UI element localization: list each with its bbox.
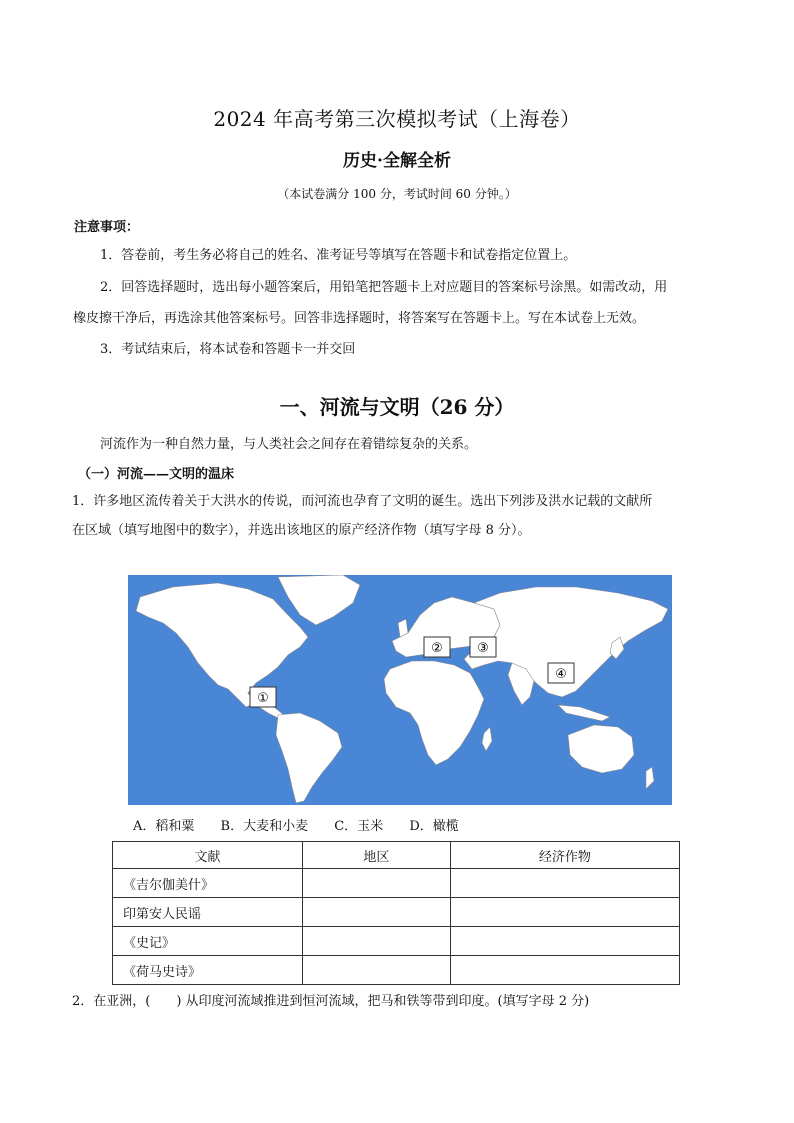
- score-note: （本试卷满分 100 分，考试时间 60 分钟。）: [277, 187, 517, 201]
- notice-item-1: 1．答卷前，考生务必将自己的姓名、准考证号等填写在答题卡和试卷指定位置上。: [100, 248, 577, 263]
- map-marker-3-label: ③: [477, 641, 489, 656]
- answer-cell-region[interactable]: [303, 898, 451, 927]
- answer-table: [112, 841, 680, 985]
- question-1-line1: 1．许多地区流传着关于大洪水的传说，而河流也孕育了文明的诞生。选出下列涉及洪水记载的文献所: [72, 494, 653, 509]
- answer-cell-crop[interactable]: [450, 869, 679, 898]
- table-row: [113, 898, 680, 927]
- map-marker-2: [424, 637, 450, 657]
- row-literature: 《荷马史诗》: [113, 956, 303, 985]
- table-row: [113, 956, 680, 985]
- table-row: [113, 869, 680, 898]
- option-d: D．橄榄: [409, 819, 459, 834]
- answer-cell-region[interactable]: [303, 927, 451, 956]
- answer-cell-crop[interactable]: [450, 956, 679, 985]
- question-1-line2: 在区域（填写地图中的数字），并选出该地区的原产经济作物（填写字母 8 分）。: [72, 523, 531, 538]
- answer-cell-region[interactable]: [303, 869, 451, 898]
- notice-item-3: 3．考试结束后，将本试卷和答题卡一并交回: [100, 342, 356, 357]
- header-region: 地区: [303, 842, 451, 869]
- map-marker-1-label: ①: [257, 691, 269, 706]
- notice-item-2-line2: 橡皮擦干净后，再选涂其他答案标号。回答非选择题时，将答案写在答题卡上。写在本试卷上无效。: [73, 311, 646, 326]
- section-intro: 河流作为一种自然力量，与人类社会之间存在着错综复杂的关系。: [100, 437, 478, 452]
- notice-heading: 注意事项：: [74, 220, 140, 235]
- subsection-heading: （一）河流——文明的温床: [78, 467, 235, 482]
- option-c: C．玉米: [334, 819, 384, 834]
- world-map: [128, 575, 672, 805]
- row-literature: 《史记》: [113, 927, 303, 956]
- question-2: 2．在亚洲，( ) 从印度河流域推进到恒河流域，把马和铁等带到印度。(填写字母 2 分): [72, 994, 590, 1009]
- section-title: 一、河流与文明（26 分）: [279, 395, 515, 419]
- map-marker-3: [470, 637, 496, 657]
- options-row: [133, 815, 481, 834]
- answer-cell-crop[interactable]: [450, 927, 679, 956]
- page-subtitle: 历史·全解全析: [343, 151, 451, 171]
- page-title: 2024 年高考第三次模拟考试（上海卷）: [213, 107, 581, 131]
- map-marker-2-label: ②: [431, 641, 443, 656]
- option-a: A．稻和粟: [133, 819, 195, 834]
- answer-cell-region[interactable]: [303, 956, 451, 985]
- table-row: [113, 927, 680, 956]
- map-marker-1: [250, 687, 276, 707]
- table-header-row: [113, 842, 680, 869]
- notice-item-2-line1: 2．回答选择题时，选出每小题答案后，用铅笔把答题卡上对应题目的答案标号涂黑。如需改动，用: [100, 280, 668, 295]
- header-literature: 文献: [113, 842, 303, 869]
- header-crop: 经济作物: [450, 842, 679, 869]
- option-b: B．大麦和小麦: [220, 819, 309, 834]
- answer-cell-crop[interactable]: [450, 898, 679, 927]
- row-literature: 《吉尔伽美什》: [113, 869, 303, 898]
- row-literature: 印第安人民谣: [113, 898, 303, 927]
- map-marker-4: [548, 663, 574, 683]
- map-marker-4-label: ④: [555, 667, 567, 682]
